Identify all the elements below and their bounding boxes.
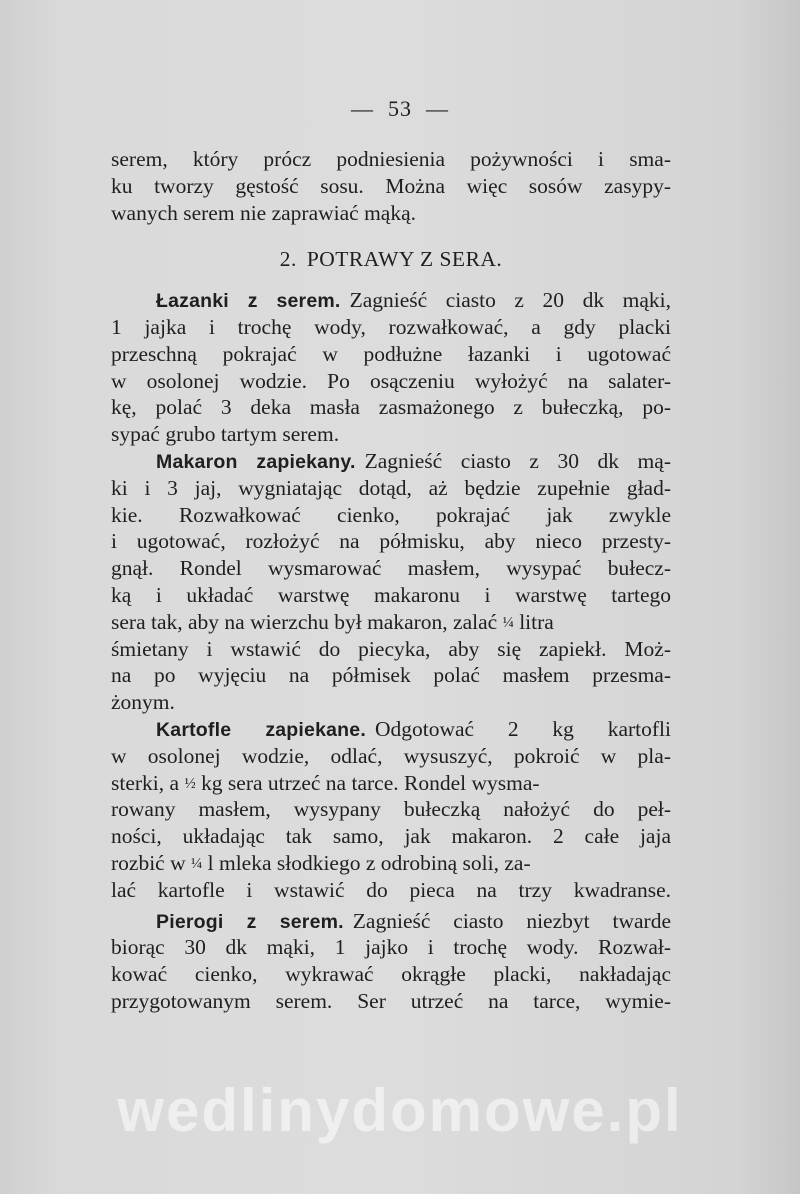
text-line: i ugotować, rozłożyć na półmisku, aby nieco przesty- xyxy=(111,529,671,554)
text-line: ku tworzy gęstość sosu. Można więc sosów zasypy- xyxy=(111,173,671,198)
text-line: ki i 3 jaj, wygniatając dotąd, aż będzie zupełnie gład- xyxy=(111,475,671,500)
text-line: żonym. xyxy=(111,690,175,715)
text-line: rowany masłem, wysypany bułeczką nałożyć do peł- xyxy=(111,797,671,822)
text-line: śmietany i wstawić do piecyka, aby się zapiekł. Moż- xyxy=(111,636,671,661)
recipe-title-line: Kartofle zapiekane. Odgotować 2 kg kartofli xyxy=(156,716,671,741)
recipe-title-line: Pierogi z serem. Zagnieść ciasto niezbyt twarde xyxy=(156,908,671,933)
text-line: przeschną pokrajać w podłużne łazanki i ugotować xyxy=(111,341,671,366)
recipe-title: Łazanki z serem. xyxy=(156,290,341,313)
text-line: biorąc 30 dk mąki, 1 jajko i trochę wody. Rozwał- xyxy=(111,935,671,960)
text-line: ności, układając tak samo, jak makaron. 2 całe jaja xyxy=(111,824,671,849)
body-text xyxy=(111,146,671,1015)
text-line: kie. Rozwałkować cienko, pokrajać jak zwykle xyxy=(111,502,671,527)
text-line: rozbić w ¼ l mleka słodkiego z odrobiną soli, za- xyxy=(111,850,671,877)
text-line: w osolonej wodzie. Po osączeniu wyłożyć na salater- xyxy=(111,368,671,393)
text-line: 1 jajka i trochę wody, rozwałkować, a gdy placki xyxy=(111,314,671,339)
fraction: ½ xyxy=(184,775,196,792)
text-line: kę, polać 3 deka masła zasmażonego z bułeczką, po- xyxy=(111,395,671,420)
text-line: na po wyjęciu na półmisek polać masłem przesma- xyxy=(111,663,671,688)
section-number: 2. xyxy=(279,247,297,272)
recipe-title: Kartofle zapiekane. xyxy=(156,718,366,741)
text-line: gnął. Rondel wysmarować masłem, wysypać bułecz- xyxy=(111,556,671,581)
text-line: sterki, a ½ kg sera utrzeć na tarce. Rondel wysma- xyxy=(111,770,671,797)
text-line: serem, który prócz podniesienia pożywności i sma- xyxy=(111,147,671,171)
section-title: POTRAWY Z SERA. xyxy=(306,247,503,272)
recipe-title: Pierogi z serem. xyxy=(156,910,344,933)
text-line: w osolonej wodzie, odlać, wysuszyć, pokroić w pla- xyxy=(111,743,671,768)
recipe-title-line: Makaron zapiekany. Zagnieść ciasto z 30 dk mą- xyxy=(156,448,671,473)
page-number xyxy=(0,96,800,122)
page-number-dash-left: — xyxy=(351,96,374,121)
recipe-title: Makaron zapiekany. xyxy=(156,450,356,473)
text-line: kować cienko, wykrawać okrągłe placki, nakładając xyxy=(111,962,671,987)
text-line: przygotowanym serem. Ser utrzeć na tarce, wymie- xyxy=(111,988,671,1013)
recipe-title-line: Łazanki z serem. Zagnieść ciasto z 20 dk mąki, xyxy=(156,288,671,313)
fraction: ¼ xyxy=(502,614,514,631)
text-line: ką i układać warstwę makaronu i warstwę tartego xyxy=(111,582,671,607)
page-number-value: 53 xyxy=(388,96,412,121)
fraction: ¼ xyxy=(191,855,203,872)
text-line: sypać grubo tartym serem. xyxy=(111,422,340,447)
text-line: sera tak, aby na wierzchu był makaron, zalać ¼ litra xyxy=(111,609,671,636)
text-line: lać kartofle i wstawić do pieca na trzy kwadranse. xyxy=(111,877,671,902)
watermark: wedlinydomowe.pl xyxy=(117,1077,683,1144)
section-heading xyxy=(111,246,671,273)
page-number-dash-right: — xyxy=(426,96,449,121)
text-line: wanych serem nie zaprawiać mąką. xyxy=(111,200,417,225)
